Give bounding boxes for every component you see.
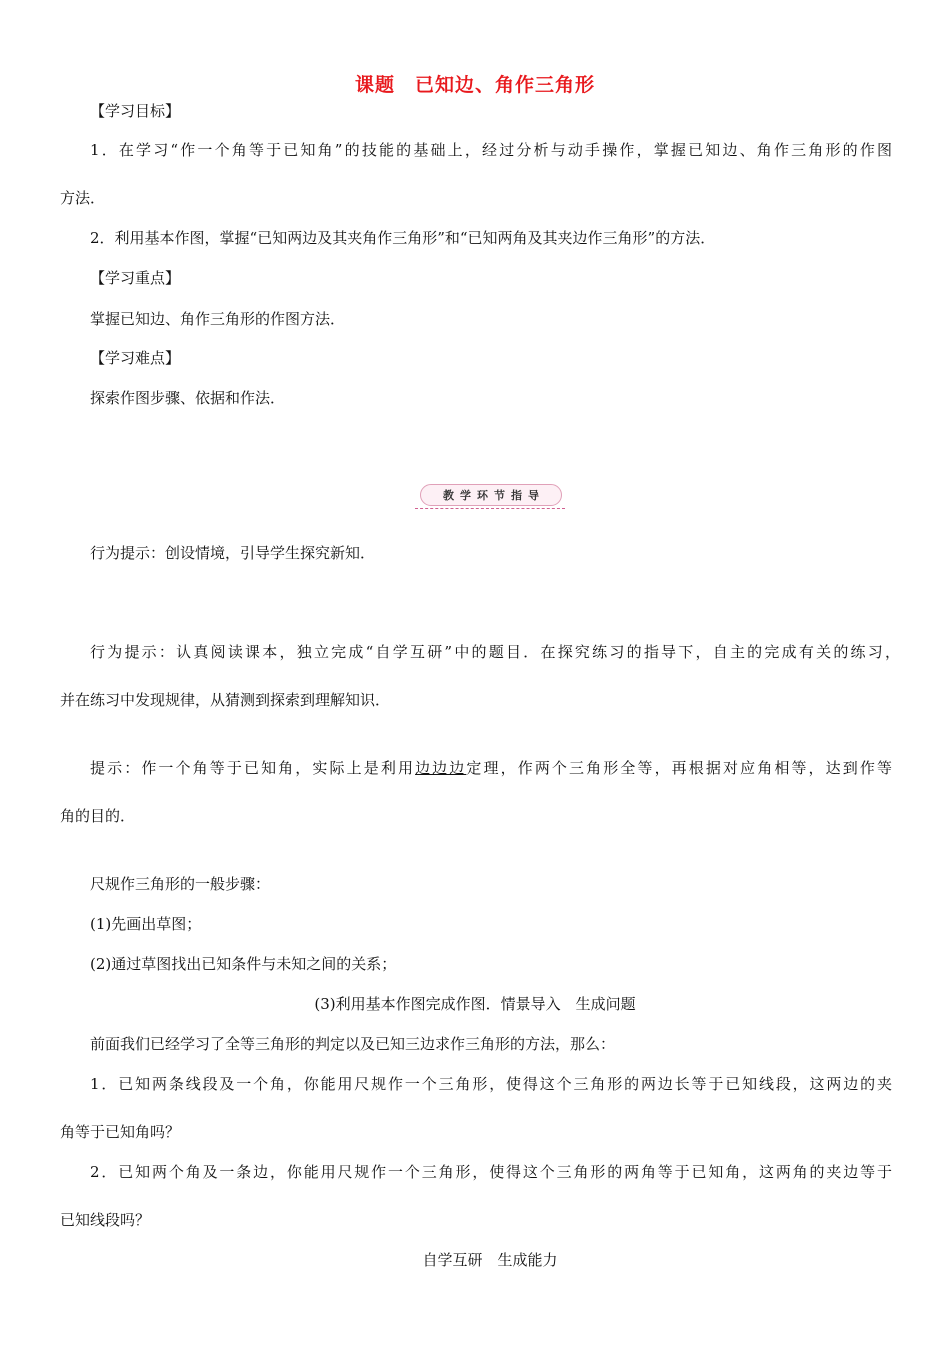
objectives-heading: 【学习目标】 <box>90 102 181 120</box>
step-2: (2)通过草图找出已知条件与未知之间的关系； <box>90 955 397 973</box>
tip-prefix: 提示：作一个角等于已知角，实际上是利用 <box>90 759 416 777</box>
tip-underlined-term: 边边边 <box>415 759 467 777</box>
step-3: (3)利用基本作图完成作图．情景导入 生成问题 <box>314 995 636 1013</box>
step-1: (1)先画出草图； <box>90 915 202 933</box>
teaching-guide-banner <box>415 482 565 512</box>
difficulties-text: 探索作图步骤、依据和作法． <box>90 389 286 407</box>
behavior-hint-2: 行为提示：认真阅读课本，独立完成“自学互研”中的题目．在探究练习的指导下，自主的完成有关的练习， <box>90 643 900 661</box>
page-title: 课题 已知边、角作三角形 <box>354 74 595 96</box>
difficulties-heading: 【学习难点】 <box>90 349 181 367</box>
behavior-hint-1: 行为提示：创设情境，引导学生探究新知． <box>90 544 376 562</box>
key-points-text: 掌握已知边、角作三角形的作图方法． <box>90 310 346 328</box>
banner-label: 教学环节指导 <box>443 489 545 502</box>
objective-item-1-cont: 方法． <box>60 189 106 207</box>
tip-line-2: 角的目的． <box>60 807 136 825</box>
question-2-cont: 已知线段吗？ <box>60 1211 151 1229</box>
question-1-cont: 角等于已知角吗？ <box>60 1123 181 1141</box>
section-heading: 自学互研 生成能力 <box>422 1251 558 1269</box>
objective-item-2: 2．利用基本作图，掌握“已知两边及其夹角作三角形”和“已知两角及其夹边作三角形”的方法． <box>90 229 716 247</box>
question-1: 1．已知两条线段及一个角，你能用尺规作一个三角形，使得这个三角形的两边长等于已知线段，这两边的夹 <box>90 1075 892 1093</box>
intro-text: 前面我们已经学习了全等三角形的判定以及已知三边求作三角形的方法，那么： <box>90 1035 616 1053</box>
key-points-heading: 【学习重点】 <box>90 269 181 287</box>
tip-suffix: 定理，作两个三角形全等，再根据对应角相等，达到作等 <box>466 759 892 777</box>
banner-dashed-line <box>415 508 565 509</box>
behavior-hint-2-cont: 并在练习中发现规律，从猜测到探索到理解知识． <box>60 691 391 709</box>
tip-line-1 <box>90 758 892 778</box>
question-2: 2．已知两个角及一条边，你能用尺规作一个三角形，使得这个三角形的两角等于已知角，这两角的夹边等于 <box>90 1163 892 1181</box>
objective-item-1: 1．在学习“作一个角等于已知角”的技能的基础上，经过分析与动手操作，掌握已知边、角作三角形的作图 <box>90 141 892 159</box>
steps-heading: 尺规作三角形的一般步骤： <box>90 875 271 893</box>
